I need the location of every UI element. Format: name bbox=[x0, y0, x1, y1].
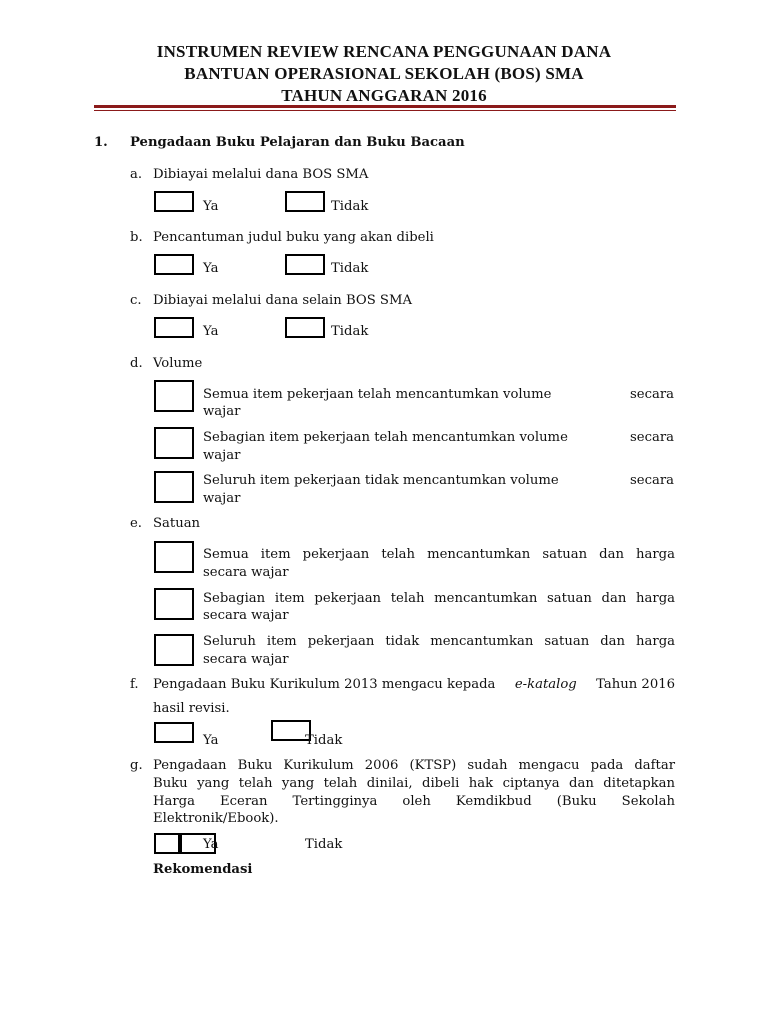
item-g-yes-label: Ya bbox=[203, 837, 219, 852]
item-e-option2-line1: Sebagian item pekerjaan telah mencantumkan satuan dan harga bbox=[203, 591, 675, 606]
item-g-line4: Elektronik/Ebook). bbox=[153, 811, 279, 826]
item-f-no-label: Tidak bbox=[305, 733, 343, 748]
item-d-option3-checkbox[interactable] bbox=[154, 471, 194, 503]
item-c-no-checkbox[interactable] bbox=[285, 317, 325, 338]
item-e-option2-checkbox[interactable] bbox=[154, 588, 194, 620]
item-e-option2-line2: secara wajar bbox=[203, 608, 289, 623]
section-number: 1. bbox=[94, 135, 108, 150]
item-e-option1-line1: Semua item pekerjaan telah mencantumkan satuan dan harga bbox=[203, 547, 675, 562]
item-f-letter: f. bbox=[130, 677, 139, 692]
header-rule-thick bbox=[94, 105, 676, 108]
item-b-question: Pencantuman judul buku yang akan dibeli bbox=[153, 230, 434, 245]
doc-title-line3: TAHUN ANGGARAN 2016 bbox=[281, 86, 487, 105]
item-d-option2-text: Sebagian item pekerjaan telah mencantumkan volume bbox=[203, 430, 568, 445]
item-g-line3: Harga Eceran Tertingginya oleh Kemdikbud (Buku Sekolah bbox=[153, 794, 675, 809]
item-d-option2-checkbox[interactable] bbox=[154, 427, 194, 459]
item-b-letter: b. bbox=[130, 230, 143, 245]
item-f-yes-checkbox[interactable] bbox=[154, 722, 194, 743]
item-c-yes-label: Ya bbox=[203, 324, 219, 339]
item-b-yes-checkbox[interactable] bbox=[154, 254, 194, 275]
item-f-text-pre: Pengadaan Buku Kurikulum 2013 mengacu kepada bbox=[153, 677, 496, 692]
item-f-text-italic: e-katalog bbox=[514, 677, 577, 692]
item-a-yes-checkbox[interactable] bbox=[154, 191, 194, 212]
item-d-option2-tail: secara bbox=[630, 430, 674, 445]
item-f-text-post: Tahun 2016 bbox=[596, 677, 675, 692]
recommendation-label: Rekomendasi bbox=[153, 862, 253, 877]
item-c-yes-checkbox[interactable] bbox=[154, 317, 194, 338]
item-a-no-label: Tidak bbox=[331, 199, 369, 214]
item-f-yes-label: Ya bbox=[203, 733, 219, 748]
item-d-option1-checkbox[interactable] bbox=[154, 380, 194, 412]
item-d-option1-cont: wajar bbox=[203, 404, 241, 419]
item-e-option1-line2: secara wajar bbox=[203, 565, 289, 580]
item-d-question: Volume bbox=[153, 356, 203, 371]
item-f-question-line2: hasil revisi. bbox=[153, 701, 230, 716]
item-b-no-checkbox[interactable] bbox=[285, 254, 325, 275]
item-e-letter: e. bbox=[130, 516, 142, 531]
item-a-yes-label: Ya bbox=[203, 199, 219, 214]
item-d-option2-cont: wajar bbox=[203, 448, 241, 463]
item-g-letter: g. bbox=[130, 758, 143, 773]
doc-title-line1: INSTRUMEN REVIEW RENCANA PENGGUNAAN DANA bbox=[156, 42, 612, 61]
section-title: Pengadaan Buku Pelajaran dan Buku Bacaan bbox=[130, 135, 465, 150]
doc-title-line2: BANTUAN OPERASIONAL SEKOLAH (BOS) SMA bbox=[184, 64, 584, 83]
item-c-letter: c. bbox=[130, 293, 142, 308]
item-e-option3-checkbox[interactable] bbox=[154, 634, 194, 666]
item-d-option3-cont: wajar bbox=[203, 491, 241, 506]
item-f-question-line1 bbox=[153, 676, 675, 694]
item-c-no-label: Tidak bbox=[331, 324, 369, 339]
item-a-question: Dibiayai melalui dana BOS SMA bbox=[153, 167, 369, 182]
item-a-letter: a. bbox=[130, 167, 143, 182]
item-e-option3-line2: secara wajar bbox=[203, 652, 289, 667]
item-d-option3-text: Seluruh item pekerjaan tidak mencantumkan volume bbox=[203, 473, 559, 488]
item-c-question: Dibiayai melalui dana selain BOS SMA bbox=[153, 293, 412, 308]
item-d-option3-tail: secara bbox=[630, 473, 674, 488]
item-e-option1-checkbox[interactable] bbox=[154, 541, 194, 573]
item-d-option1-text: Semua item pekerjaan telah mencantumkan volume bbox=[203, 387, 552, 402]
item-a-no-checkbox[interactable] bbox=[285, 191, 325, 212]
item-g-no-label: Tidak bbox=[305, 837, 343, 852]
item-b-yes-label: Ya bbox=[203, 261, 219, 276]
item-e-option3-line1: Seluruh item pekerjaan tidak mencantumkan satuan dan harga bbox=[203, 634, 675, 649]
item-g-line2: Buku yang telah yang telah dinilai, dibeli hak ciptanya dan ditetapkan bbox=[153, 776, 675, 791]
item-d-letter: d. bbox=[130, 356, 143, 371]
item-d-option1-tail: secara bbox=[630, 387, 674, 402]
item-g-line1: Pengadaan Buku Kurikulum 2006 (KTSP) sudah mengacu pada daftar bbox=[153, 758, 675, 773]
item-b-no-label: Tidak bbox=[331, 261, 369, 276]
item-e-question: Satuan bbox=[153, 516, 201, 531]
header-rule-thin bbox=[94, 110, 676, 111]
